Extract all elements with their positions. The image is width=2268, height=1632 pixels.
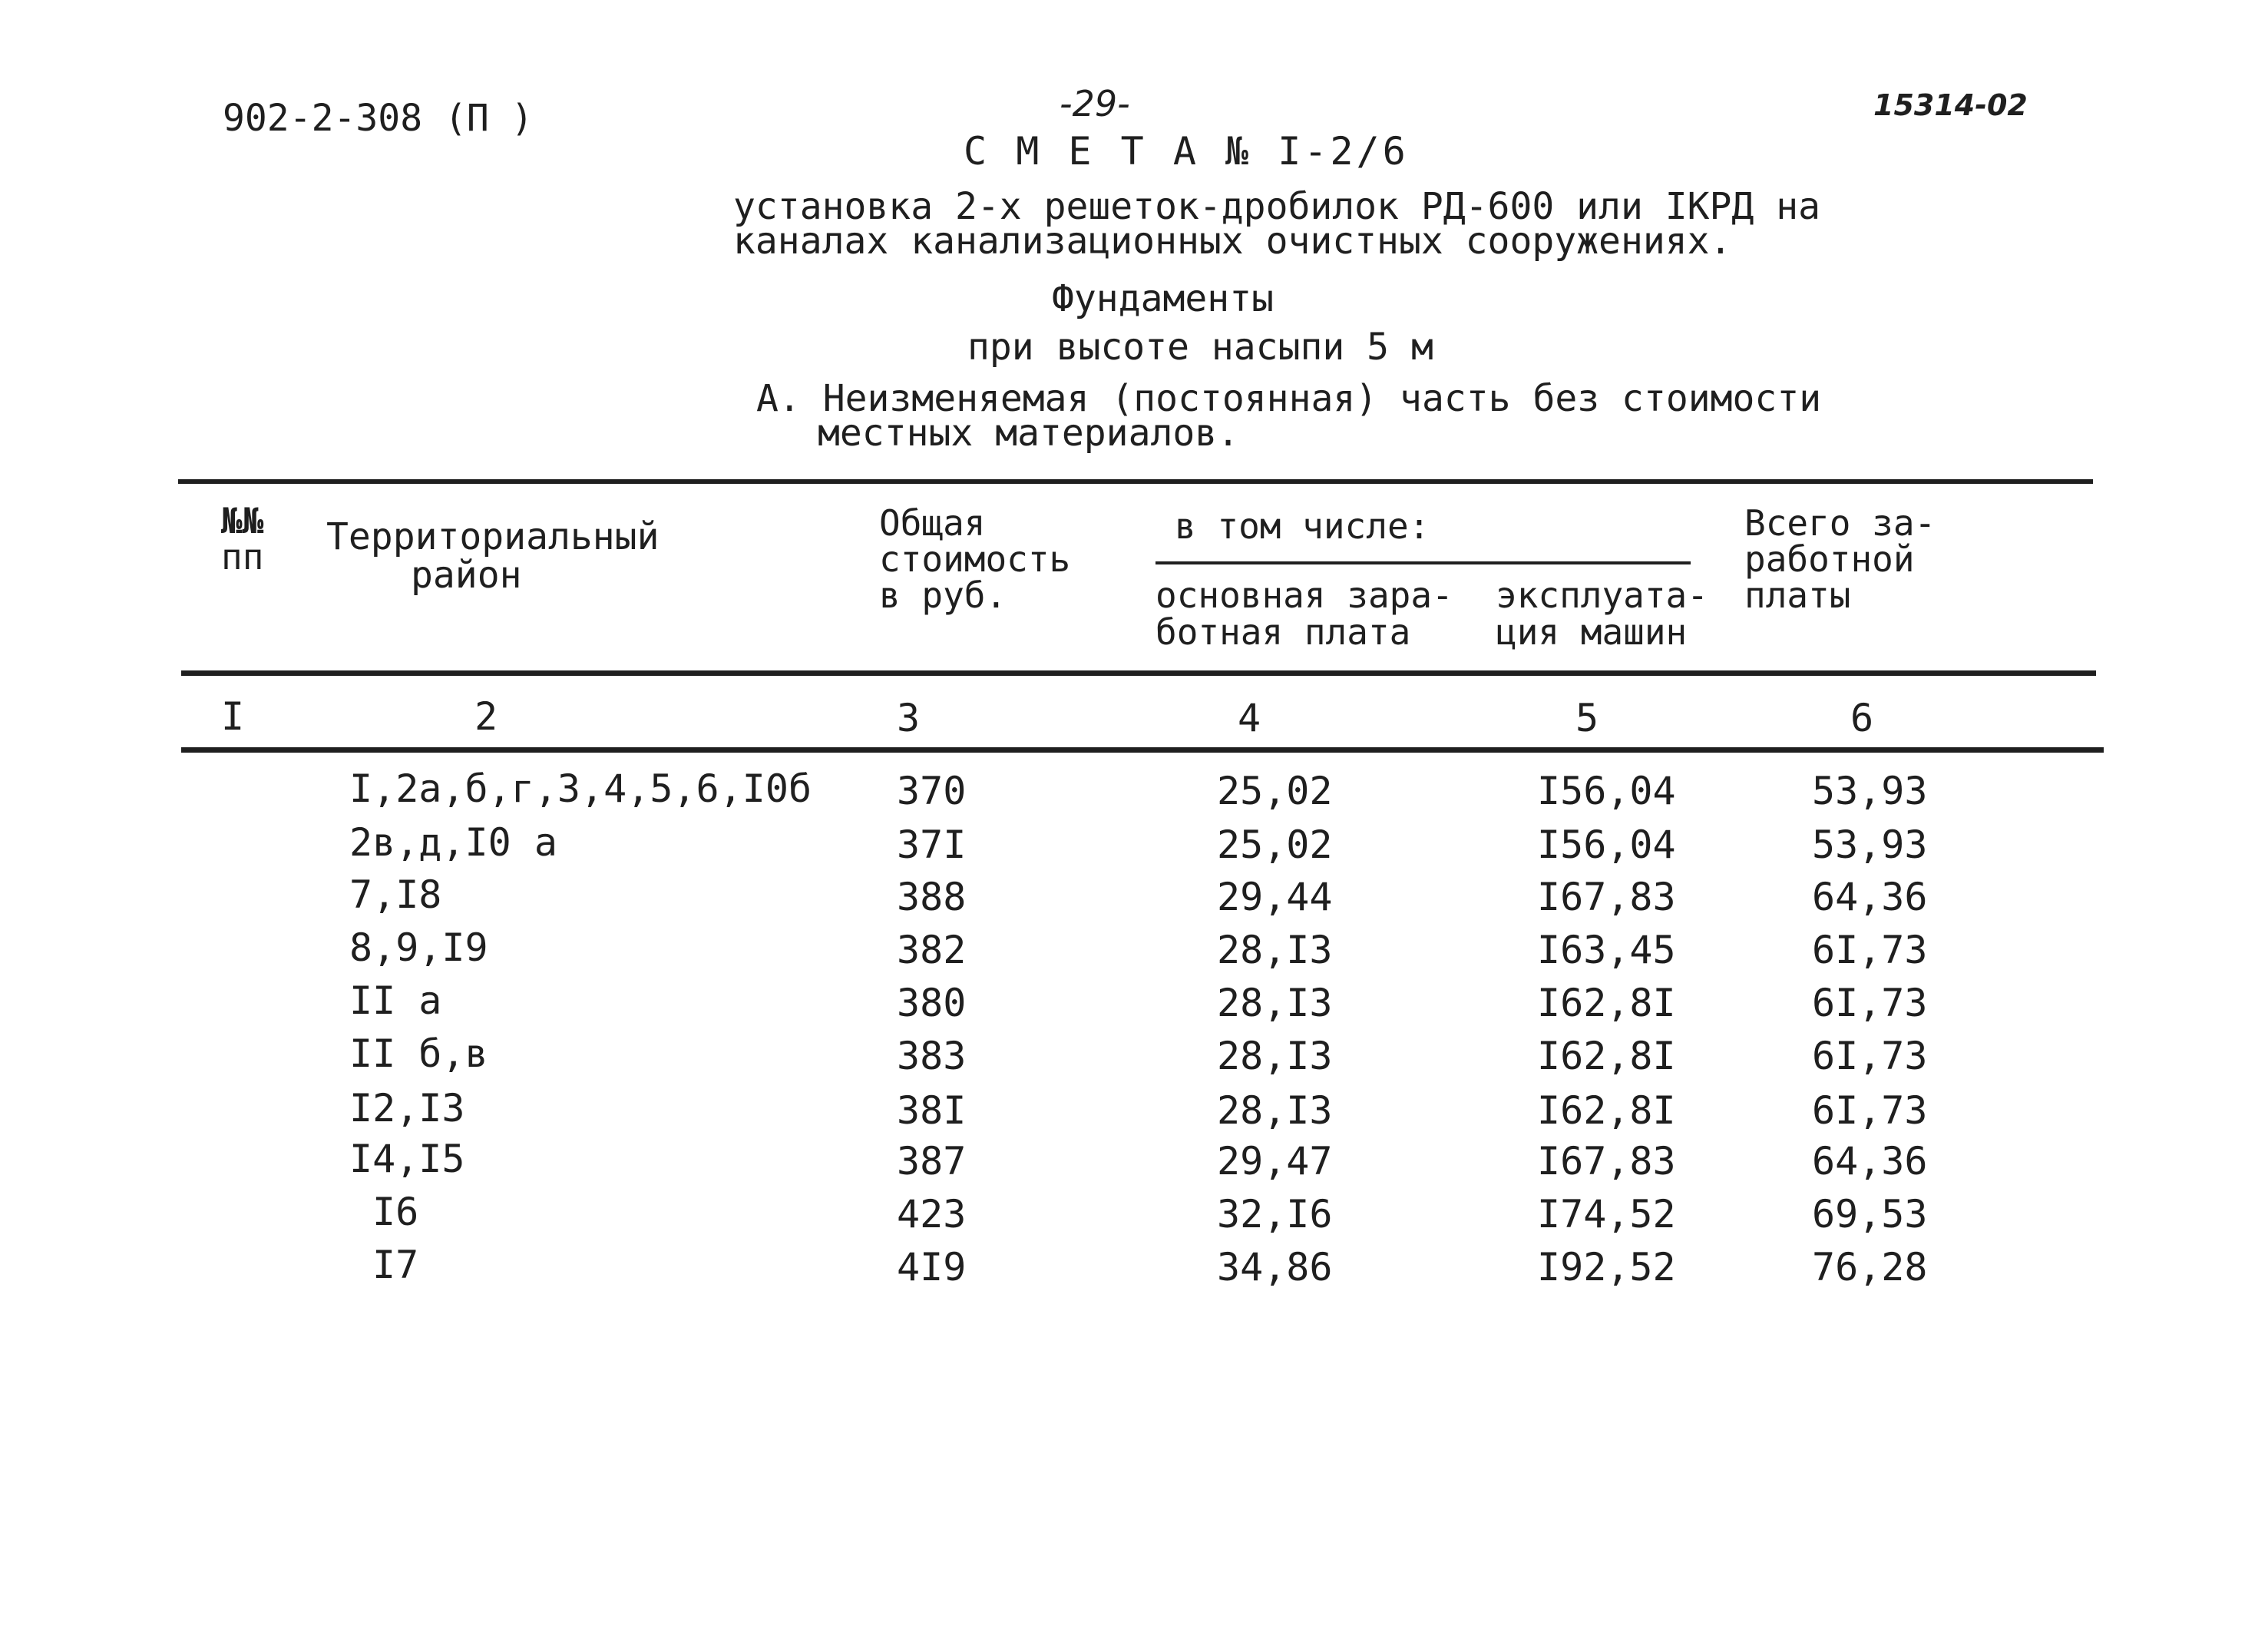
cell-region: I,2а,б,г,3,4,5,6,I0б	[349, 766, 812, 811]
cell-wage: 28,I3	[1217, 1034, 1333, 1078]
cell-all-wage: 64,36	[1812, 875, 1928, 919]
estimate-subtitle-line2: каналах канализационных очистных сооружениях.	[733, 220, 1732, 263]
cell-wage: 25,02	[1217, 769, 1333, 813]
header-wage-line1: основная зара-	[1155, 574, 1453, 616]
header-region-line1: Территориальный	[326, 515, 660, 558]
cell-total: 383	[897, 1034, 967, 1078]
cell-region: I4,I5	[349, 1137, 465, 1181]
column-number: 4	[1238, 696, 1261, 740]
cell-region: 8,9,I9	[349, 925, 488, 970]
document-code: 902-2-308 (П )	[223, 97, 534, 140]
cell-wage: 28,I3	[1217, 1088, 1333, 1133]
cell-all-wage: 6I,73	[1812, 1088, 1928, 1133]
cell-wage: 25,02	[1217, 823, 1333, 867]
header-machines-line2: ция машин	[1496, 611, 1688, 653]
cell-all-wage: 76,28	[1812, 1245, 1928, 1289]
cell-wage: 29,47	[1217, 1139, 1333, 1183]
cell-total: 370	[897, 769, 967, 813]
column-number: 2	[474, 694, 498, 739]
header-allwage-line1: Всего за-	[1744, 502, 1936, 544]
cell-region: I7	[372, 1243, 419, 1287]
cell-wage: 28,I3	[1217, 928, 1333, 972]
estimate-heading: С М Е Т А № I-2/6	[964, 129, 1409, 174]
cell-region: 2в,д,I0 а	[349, 820, 557, 865]
header-num-line1: №№	[221, 500, 264, 541]
cell-region: 7,I8	[349, 872, 442, 917]
header-including: в том числе:	[1175, 505, 1430, 547]
header-allwage-line3: платы	[1744, 574, 1851, 616]
cell-all-wage: 53,93	[1812, 769, 1928, 813]
cell-region: I2,I3	[349, 1086, 465, 1130]
section-title: Фундаменты	[1052, 277, 1274, 320]
cell-region: II а	[349, 978, 442, 1023]
cell-machines: I67,83	[1537, 1139, 1676, 1183]
cell-total: 4I9	[897, 1245, 967, 1289]
cell-total: 382	[897, 928, 967, 972]
header-num-line2: пп	[221, 536, 264, 578]
page-number: -29-	[1060, 83, 1130, 124]
part-title-line2: местных материалов.	[818, 412, 1240, 455]
cell-machines: I62,8I	[1537, 1034, 1676, 1078]
column-number: 6	[1850, 696, 1874, 740]
part-title-line1: А. Неизменяемая (постоянная) часть без стоимости	[756, 377, 1822, 420]
cell-machines: I63,45	[1537, 928, 1676, 972]
cell-all-wage: 69,53	[1812, 1192, 1928, 1236]
header-total-line1: Общая	[879, 502, 986, 544]
cell-total: 388	[897, 875, 967, 919]
header-total-line3: в руб.	[879, 574, 1007, 616]
cell-total: 423	[897, 1192, 967, 1236]
including-divider	[1155, 561, 1691, 564]
cell-all-wage: 64,36	[1812, 1139, 1928, 1183]
cell-all-wage: 6I,73	[1812, 981, 1928, 1025]
cell-all-wage: 6I,73	[1812, 1034, 1928, 1078]
cell-total: 387	[897, 1139, 967, 1183]
estimate-subtitle-line1: установка 2-х решеток-дробилок РД-600 или IКРД на	[733, 185, 1821, 228]
cell-machines: I56,04	[1537, 823, 1676, 867]
cell-wage: 29,44	[1217, 875, 1333, 919]
cell-total: 380	[897, 981, 967, 1025]
cell-wage: 28,I3	[1217, 981, 1333, 1025]
column-number: 5	[1575, 696, 1599, 740]
archive-number: 15314-02	[1873, 88, 2028, 122]
header-allwage-line2: работной	[1744, 538, 1915, 580]
column-numbers-rule	[181, 747, 2104, 753]
table-top-rule	[178, 479, 2093, 484]
cell-machines: I62,8I	[1537, 981, 1676, 1025]
header-wage-line2: ботная плата	[1155, 611, 1411, 653]
header-region-line2: район	[411, 554, 522, 597]
cell-machines: I62,8I	[1537, 1088, 1676, 1133]
cell-machines: I74,52	[1537, 1192, 1676, 1236]
cell-total: 37I	[897, 823, 967, 867]
header-total-line2: стоимость	[879, 538, 1071, 580]
cell-region: II б,в	[349, 1031, 488, 1076]
cell-machines: I67,83	[1537, 875, 1676, 919]
cell-machines: I56,04	[1537, 769, 1676, 813]
cell-all-wage: 6I,73	[1812, 928, 1928, 972]
column-number: I	[221, 694, 245, 739]
cell-machines: I92,52	[1537, 1245, 1676, 1289]
header-machines-line1: эксплуата-	[1496, 574, 1708, 616]
condition-title: при высоте насыпи 5 м	[967, 326, 1433, 369]
header-bottom-rule	[181, 670, 2096, 676]
cell-total: 38I	[897, 1088, 967, 1133]
cell-all-wage: 53,93	[1812, 823, 1928, 867]
cell-region: I6	[372, 1190, 419, 1234]
cell-wage: 32,I6	[1217, 1192, 1333, 1236]
cell-wage: 34,86	[1217, 1245, 1333, 1289]
column-number: 3	[897, 696, 921, 740]
